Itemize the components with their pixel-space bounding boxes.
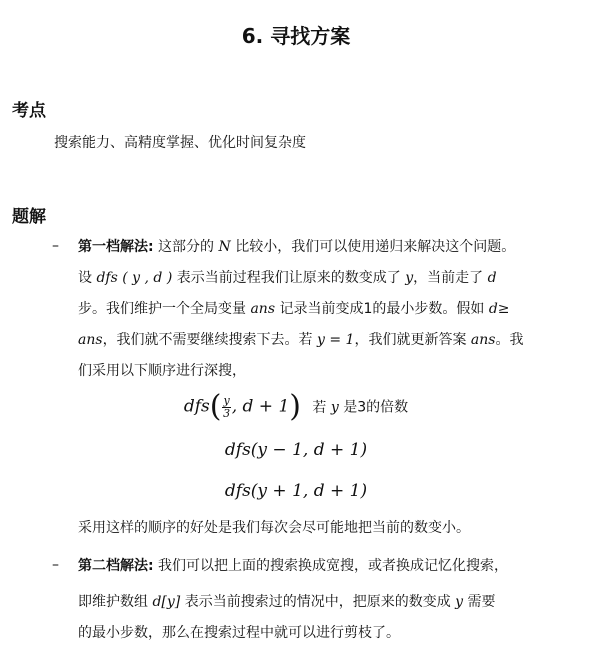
section-heading-tijie: 题解 — [12, 207, 46, 227]
item1-line5: 们采用以下顺序进行深搜， — [78, 363, 246, 379]
equation-3: dfs(y + 1, d + 1) — [224, 481, 368, 501]
item1-after: 采用这样的顺序的好处是我们每次会尽可能地把当前的数变小。 — [78, 520, 470, 536]
item1-line2: 设 dfs ( y , d ) 表示当前过程我们让原来的数变成了 y，当前走了 d — [78, 270, 497, 286]
item2-line1: 第二档解法: 我们可以把上面的搜索换成宽搜，或者换成记忆化搜索， — [78, 558, 509, 574]
item2-label: 第二档解法: — [78, 558, 154, 574]
bullet-dash: – — [52, 238, 59, 254]
section-heading-kaodian: 考点 — [12, 101, 46, 121]
fraction: $\frac{y}{3}$ — [223, 393, 231, 420]
item2-line3: 的最小步数，那么在搜索过程中就可以进行剪枝了。 — [78, 625, 400, 641]
bullet-dash: – — [52, 557, 59, 573]
item1-line3: 步。我们维护一个全局变量 ans 记录当前变成1的最小步数。假如 d≥ — [78, 301, 510, 317]
equation-2: dfs(y − 1, d + 1) — [224, 440, 368, 460]
page-title: 6. 寻找方案 — [241, 24, 351, 48]
item1-label: 第一档解法: — [78, 239, 154, 255]
kaodian-body: 搜索能力、高精度掌握、优化时间复杂度 — [54, 135, 306, 151]
item2-line2: 即维护数组 d[y] 表示当前搜索过的情况中，把原来的数变成 y 需要 — [78, 594, 496, 610]
item1-line4: ans，我们就不需要继续搜索下去。若 y = 1，我们就更新答案 ans。我 — [78, 332, 524, 348]
equation-1: dfs( $\frac{y}{3}$ , d + 1) 若 y 是3的倍数 — [183, 389, 409, 424]
item1-line1: 第一档解法: 这部分的 N 比较小，我们可以使用递归来解决这个问题。 — [78, 239, 516, 255]
